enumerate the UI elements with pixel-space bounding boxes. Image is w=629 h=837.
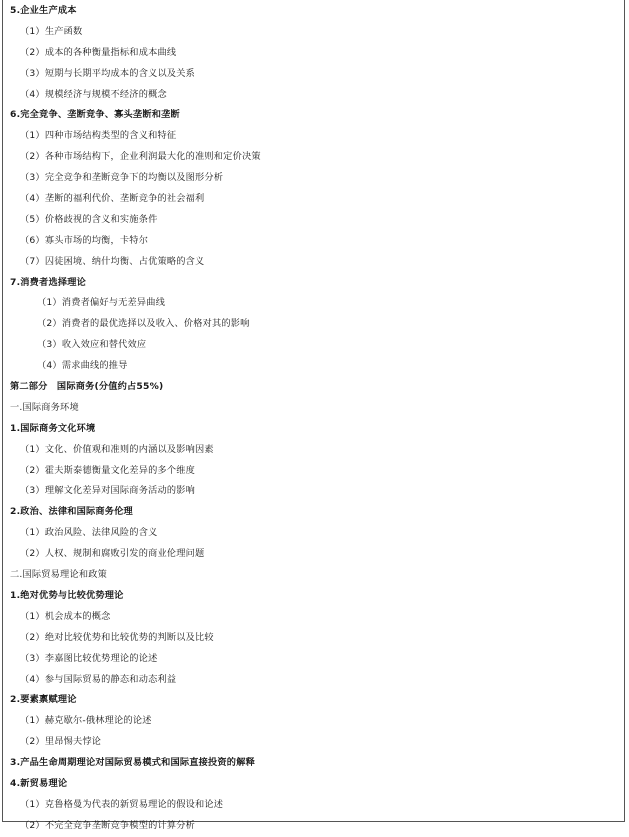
outline-item: （1）克鲁格曼为代表的新贸易理论的假设和论述: [20, 798, 224, 810]
outline-item: （3）完全竞争和垄断竞争下的均衡以及图形分析: [20, 172, 224, 184]
outline-item: （1）生产函数: [20, 25, 83, 37]
document-frame: [2, 0, 625, 831]
outline-item: （1）四种市场结构类型的含义和特征: [20, 130, 177, 142]
outline-item: （3）短期与长期平均成本的含义以及关系: [20, 67, 196, 79]
outline-item: （1）机会成本的概念: [20, 610, 111, 622]
outline-item: （3）李嘉图比较优势理论的论述: [20, 652, 158, 664]
section-heading: 3.产品生命周期理论对国际贸易模式和国际直接投资的解释: [10, 757, 255, 769]
outline-list: [3, 1, 624, 837]
outline-item: （3）理解文化差异对国际商务活动的影响: [20, 485, 196, 497]
outline-item: （4）参与国际贸易的静态和动态利益: [20, 673, 177, 685]
section-heading: 2.要素禀赋理论: [10, 694, 77, 706]
section-heading: 5.企业生产成本: [10, 5, 77, 16]
outline-item: （2）消费者的最优选择以及收入、价格对其的影响: [37, 318, 250, 330]
section-heading: 二.国际贸易理论和政策: [10, 569, 107, 581]
section-heading: 1.国际商务文化环境: [10, 422, 96, 434]
outline-item: （6）寡头市场的均衡，卡特尔: [20, 234, 149, 246]
outline-item: （1）赫克歇尔-俄林理论的论述: [20, 715, 152, 727]
section-heading: 7.消费者选择理论: [10, 276, 86, 288]
section-heading: 6.完全竞争、垄断竞争、寡头垄断和垄断: [10, 109, 180, 121]
outline-item: （2）里昂惕夫悖论: [20, 736, 102, 748]
section-heading: 4.新贸易理论: [10, 777, 68, 789]
section-heading: 2.政治、法律和国际商务伦理: [10, 506, 133, 518]
outline-item: （4）需求曲线的推导: [37, 360, 128, 372]
outline-item: （4）垄断的福利代价、垄断竞争的社会福利: [20, 193, 205, 205]
outline-item: （5）价格歧视的含义和实施条件: [20, 213, 158, 225]
outline-item: （2）不完全竞争垄断竞争模型的计算分析: [20, 819, 196, 831]
outline-item: （1）政治风险、法律风险的含义: [20, 527, 158, 539]
outline-item: （2）各种市场结构下，企业利润最大化的准则和定价决策: [20, 151, 261, 163]
outline-item: （4）规模经济与规模不经济的概念: [20, 88, 167, 100]
outline-item: （2）霍夫斯泰德衡量文化差异的多个维度: [20, 464, 196, 476]
section-heading: 第二部分 国际商务(分值约占55%): [10, 381, 164, 393]
outline-item: （2）绝对比较优势和比较优势的判断以及比较: [20, 631, 214, 643]
outline-item: （1）消费者偏好与无差异曲线: [37, 297, 166, 309]
outline-item: （1）文化、价值观和准则的内涵以及影响因素: [20, 443, 214, 455]
outline-item: （3）收入效应和替代效应: [37, 339, 147, 351]
outline-item: （7）囚徒困境、纳什均衡、占优策略的含义: [20, 255, 205, 267]
section-heading: 一.国际商务环境: [10, 401, 79, 413]
outline-item: （2）成本的各种衡量指标和成本曲线: [20, 46, 177, 58]
outline-item: （2）人权、规制和腐败引发的商业伦理问题: [20, 548, 205, 560]
section-heading: 1.绝对优势与比较优势理论: [10, 589, 124, 601]
